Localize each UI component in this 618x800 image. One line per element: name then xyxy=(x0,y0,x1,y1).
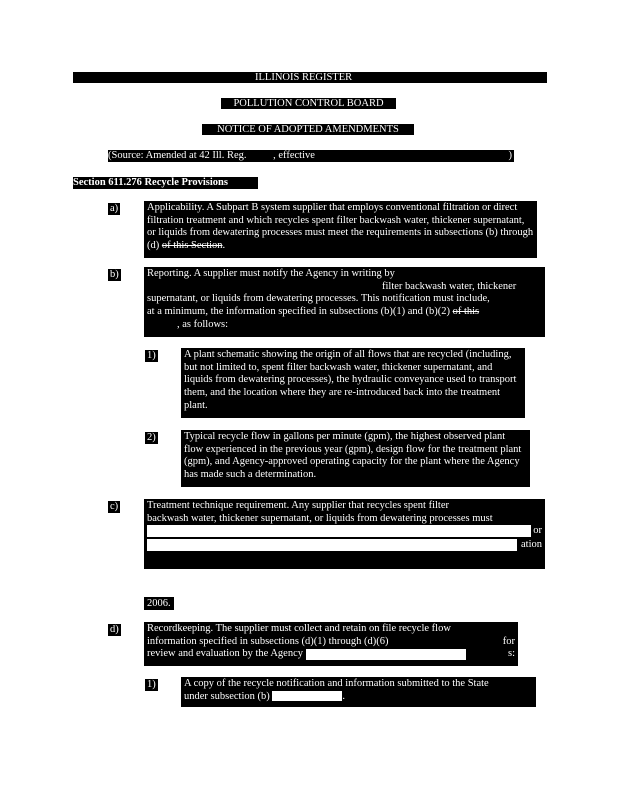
subsection-c-text: Treatment technique requirement. Any supplier that recycles spent filter backwash water, thickener supernatant, or liquids from dewatering processes must d or ation xyxy=(144,499,545,569)
subsection-b1-text: A plant schematic showing the origin of all flows that are recycled (including, but not limited to, spent filter backwash water, thickener supernatant, and liquids from dewatering processes), the hydraulic conveyance used to transport them, and the location where they are re-introduced back into the treatment plant. xyxy=(181,348,525,418)
subsection-b-label: b) xyxy=(110,269,119,280)
subsection-b1-label: 1) xyxy=(147,350,156,361)
board-header: POLLUTION CONTROL BOARD xyxy=(221,98,396,109)
source-line: (Source: Amended at 42 Ill. Reg. , effective ) xyxy=(108,150,512,161)
subsection-c-label: c) xyxy=(110,501,119,512)
subsection-d-text: Recordkeeping. The supplier must collect and retain on file recycle flow information specified in subsections (d)(1) through (d)(6) for review and evaluation by the Agency s: xyxy=(144,622,518,666)
subsection-d1-text: A copy of the recycle notification and information submitted to the State under subsection (b) . xyxy=(181,677,536,707)
section-title: Section 611.276 Recycle Provisions xyxy=(73,177,258,189)
register-title: ILLINOIS REGISTER xyxy=(255,72,353,83)
subsection-c-year: 2006. xyxy=(144,597,174,610)
subsection-a-text: Applicability. A Subpart B system supplier that employs conventional filtration or direct filtration treatment and which recycles spent filter backwash water, thickener supernatant, or liquids from dewatering processes must meet the requirements in subsections (b) through (d) of this Section. xyxy=(144,201,537,258)
subsection-b2-label: 2) xyxy=(147,432,156,443)
subsection-d-label: d) xyxy=(110,624,119,635)
subsection-a-label: a) xyxy=(110,203,119,214)
register-header-bar xyxy=(73,72,547,83)
notice-header: NOTICE OF ADOPTED AMENDMENTS xyxy=(202,124,414,135)
subsection-d1-label: 1) xyxy=(147,679,156,690)
subsection-b-text: Reporting. A supplier must notify the Agency in writing by filter backwash water, thickener supernatant, or liquids from dewatering processes. This notification must include, at a minimum, the information specified in subsections (b)(1) and (b)(2) of this , as follows: xyxy=(144,267,545,337)
subsection-b2-text: Typical recycle flow in gallons per minute (gpm), the highest observed plant flow experienced in the previous year (gpm), design flow for the treatment plant (gpm), and Agency-approved operating capacity for the plant where the Agency has made such a determination. xyxy=(181,430,530,487)
